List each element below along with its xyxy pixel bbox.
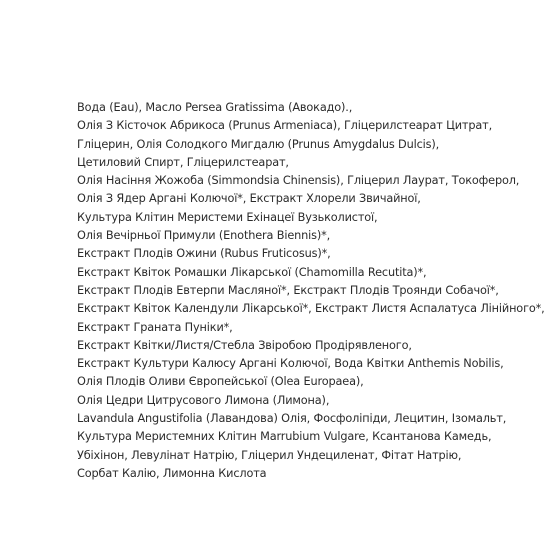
ingredient-line: Екстракт Культури Калюсу Аргані Колючої, Вода Квітки Anthemis Nobilis, <box>77 357 504 371</box>
ingredient-line: Екстракт Квіток Календули Лікарської*, Екстракт Листя Аспалатуса Лінійного*, <box>77 302 545 316</box>
ingredient-line: Культура Клітин Меристеми Ехінацеї Вузьколистої, <box>77 210 378 224</box>
ingredient-line: Гліцерин, Олія Солодкого Мигдалю (Prunus Amygdalus Dulcis), <box>77 137 440 151</box>
ingredient-line: Екстракт Квітки/Листя/Стебла Звіробою Продірявленого, <box>77 338 412 352</box>
ingredient-line: Цетиловий Спирт, Гліцерилстеарат, <box>77 155 289 169</box>
ingredient-line: Екстракт Граната Пуніки*, <box>77 320 233 334</box>
ingredient-line: Убіхінон, Левулінат Натрію, Гліцерил Ундециленат, Фітат Натрію, <box>77 448 462 462</box>
ingredients-list <box>77 99 545 483</box>
ingredient-line: Олія З Кісточок Абрикоса (Prunus Armeniaca), Гліцерилстеарат Цитрат, <box>77 119 493 133</box>
ingredient-line: Олія Насіння Жожоба (Simmondsia Chinensis), Гліцерил Лаурат, Токоферол, <box>77 174 520 188</box>
ingredient-line: Екстракт Плодів Ожини (Rubus Fruticosus)*, <box>77 247 331 261</box>
ingredient-line: Вода (Eau), Масло Persea Gratissima (Авокадо)., <box>77 101 353 114</box>
ingredient-line: Екстракт Плодів Евтерпи Масляної*, Екстракт Плодів Троянди Собачої*, <box>77 283 499 297</box>
ingredient-line: Lavandula Angustifolia (Лавандова) Олія, Фосфоліпіди, Лецитин, Ізомальт, <box>77 412 507 426</box>
ingredient-line: Олія Цедри Цитрусового Лимона (Лимона), <box>77 393 330 407</box>
ingredient-line: Олія З Ядер Аргані Колючої*, Екстракт Хлорели Звичайної, <box>77 192 421 206</box>
ingredient-line: Сорбат Калію, Лимонна Кислота <box>77 466 267 480</box>
ingredient-line: Екстракт Квіток Ромашки Лікарської (Chamomilla Recutita)*, <box>77 265 427 279</box>
ingredient-line: Олія Вечірньої Примули (Enothera Biennis)*, <box>77 229 331 243</box>
ingredient-line: Олія Плодів Оливи Європейської (Olea Europaea), <box>77 375 364 389</box>
ingredient-line: Культура Меристемних Клітин Marrubium Vulgare, Ксантанова Камедь, <box>77 430 492 444</box>
